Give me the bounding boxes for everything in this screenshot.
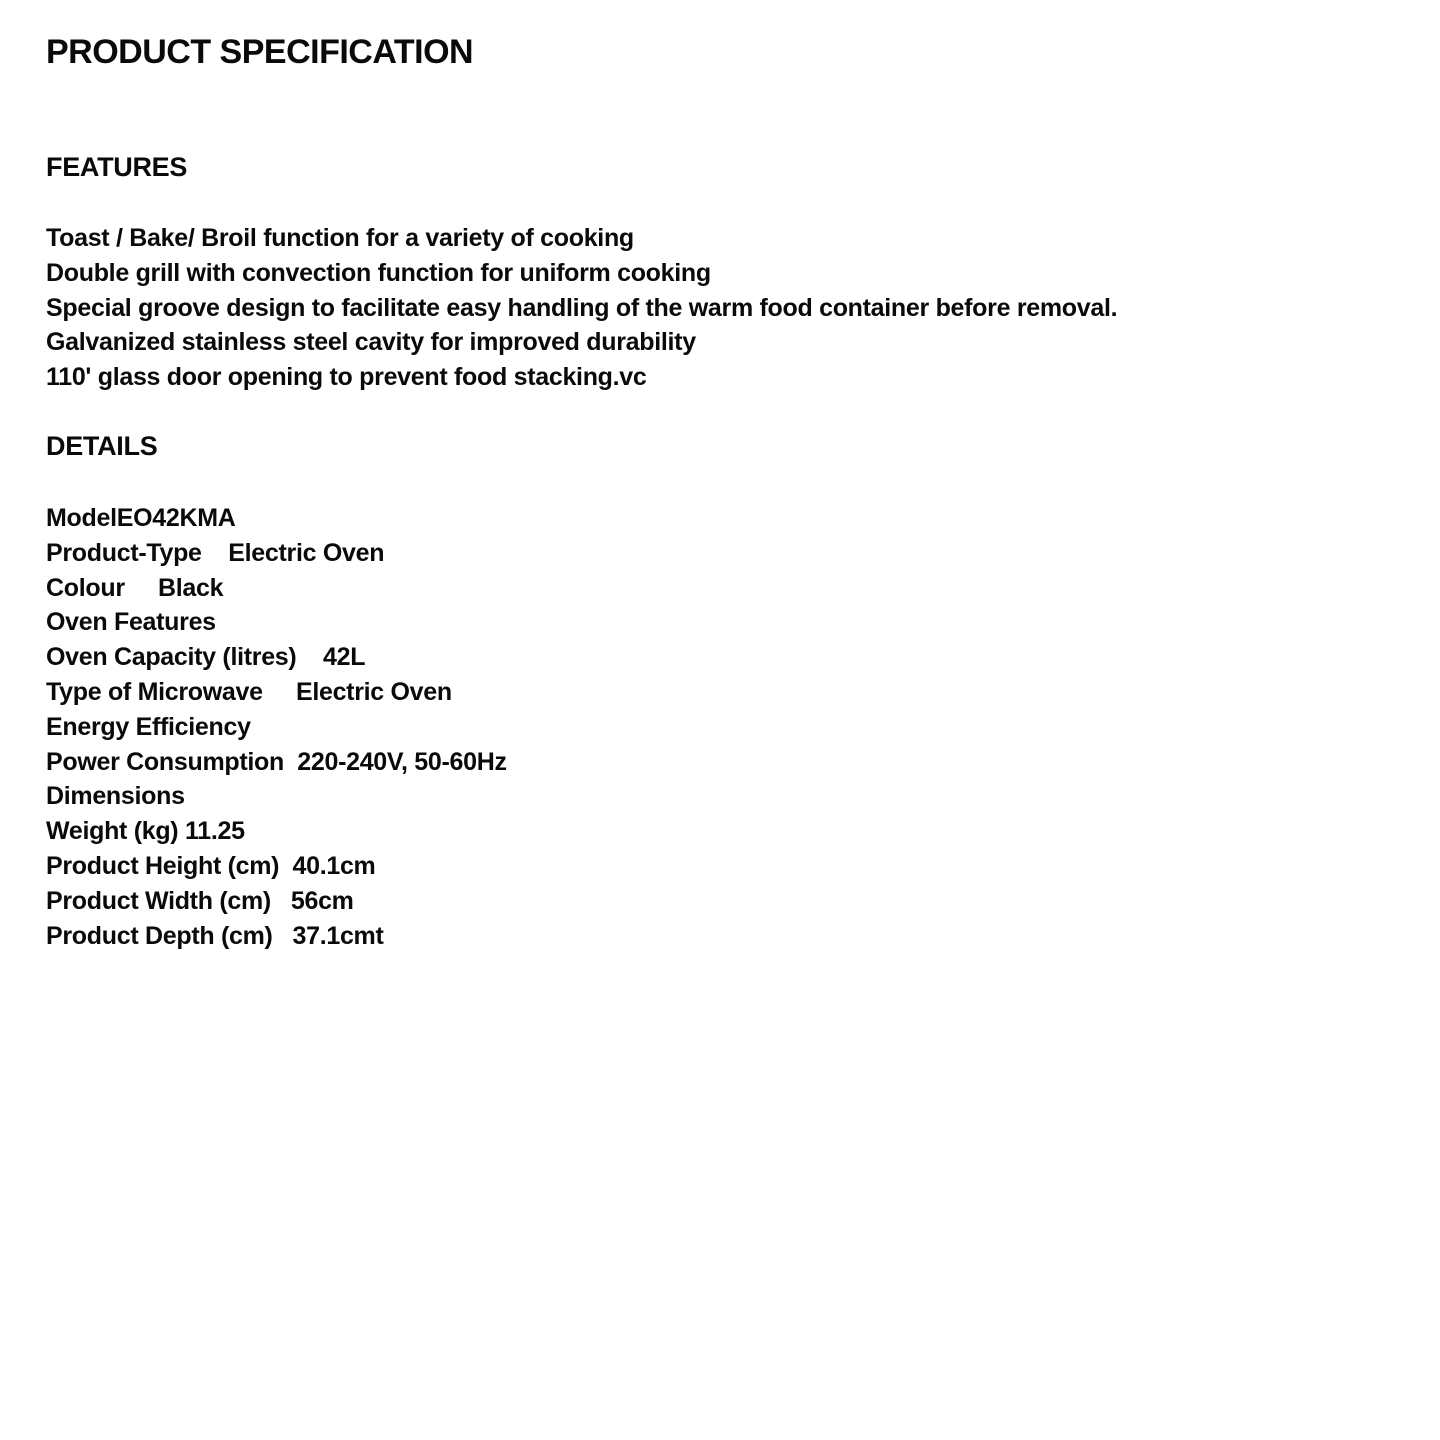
feature-item: Galvanized stainless steel cavity for improved durability: [46, 328, 696, 357]
spec-separator: [279, 852, 292, 880]
spec-separator: [284, 748, 297, 776]
spec-separator: [271, 887, 291, 915]
spec-row-energy-efficiency: [46, 710, 1394, 745]
features-heading: FEATURES: [46, 152, 188, 182]
spec-row-oven-features: [46, 605, 1394, 640]
spec-separator: [263, 678, 296, 706]
spec-value: Electric Oven: [228, 538, 385, 567]
spec-label: Oven Capacity (litres): [46, 643, 297, 672]
spec-separator: [202, 539, 229, 567]
spec-label: Weight (kg): [46, 817, 179, 846]
spec-row-product-type: [46, 536, 1394, 571]
spec-label: Colour: [46, 573, 125, 602]
spec-row-oven-capacity: [46, 640, 1394, 675]
spec-value: 37.1cmt: [292, 921, 384, 950]
spec-row-weight: [46, 814, 1394, 849]
spec-separator: [273, 922, 293, 950]
spec-label: Model: [46, 503, 117, 532]
details-heading: DETAILS: [46, 430, 158, 461]
spec-label: Oven Features: [46, 608, 216, 637]
spec-row-product-height: [46, 849, 1394, 884]
features-list: [46, 221, 1394, 395]
spec-row-dimensions: [46, 779, 1394, 814]
spec-label: Power Consumption: [46, 747, 284, 776]
details-list: [46, 501, 1394, 953]
spec-separator: [178, 817, 185, 845]
feature-item: 110' glass door opening to prevent food stacking.vc: [46, 363, 647, 392]
spec-value: Black: [157, 573, 224, 602]
spec-label: Product Width (cm): [46, 886, 271, 915]
spec-label: Product Depth (cm): [46, 921, 273, 950]
spec-separator: [125, 574, 158, 602]
feature-item: Special groove design to facilitate easy handling of the warm food container before removal.: [46, 293, 1118, 322]
feature-item: Double grill with convection function for uniform cooking: [46, 258, 711, 287]
spec-value: 42L: [323, 643, 366, 672]
spec-row-colour: [46, 571, 1394, 606]
spec-label: Product-Type: [46, 538, 202, 567]
spec-row-product-width: [46, 884, 1394, 919]
spec-value: 56cm: [290, 886, 354, 915]
feature-item: Toast / Bake/ Broil function for a variety of cooking: [46, 224, 634, 252]
page-title: PRODUCT SPECIFICATION: [46, 33, 474, 71]
spec-row-power-consumption: [46, 745, 1394, 780]
spec-value: 11.25: [185, 817, 245, 846]
spec-row-product-depth: [46, 919, 1394, 954]
spec-label: Product Height (cm): [46, 851, 280, 880]
spec-label: Energy Efficiency: [46, 712, 251, 741]
spec-separator: [296, 643, 323, 671]
spec-value: 40.1cm: [292, 851, 376, 880]
spec-value: 220-240V, 50-60Hz: [297, 747, 507, 776]
spec-row-model: [46, 501, 1394, 536]
spec-value: Electric Oven: [295, 677, 452, 706]
spec-label: Dimensions: [46, 782, 185, 811]
spec-value: EO42KMA: [116, 503, 236, 532]
spec-row-microwave-type: [46, 675, 1394, 710]
spec-label: Type of Microwave: [46, 677, 263, 706]
